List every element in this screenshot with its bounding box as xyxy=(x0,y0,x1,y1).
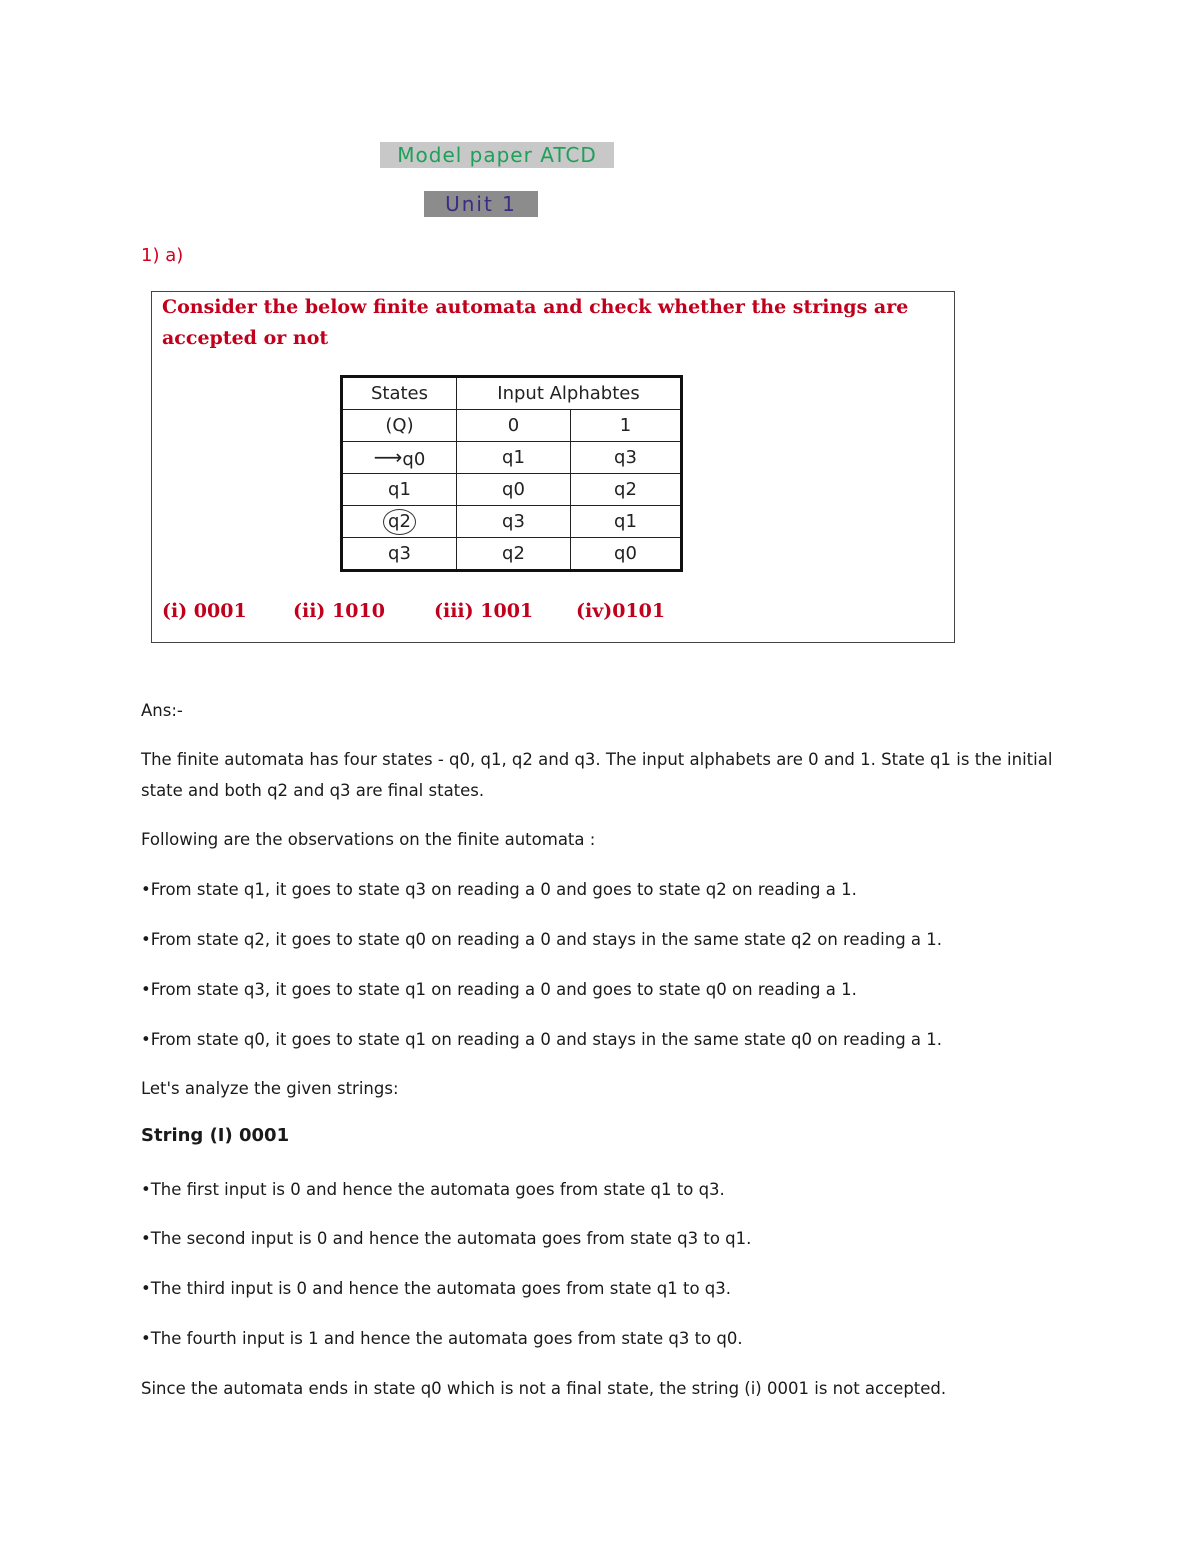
transition-cell: q2 xyxy=(457,538,571,571)
transition-cell: q2 xyxy=(571,474,682,506)
string-1-heading: String (I) 0001 xyxy=(141,1125,290,1146)
question-number: 1) a) xyxy=(141,245,184,266)
answer-intro: The finite automata has four states - q0, q1, q2 and q3. The input alphabets are 0 and 1. State q1 is the initial state and both q2 and q3 are final states. xyxy=(141,750,1053,800)
table-header-states: States xyxy=(342,377,457,410)
observation-item: •From state q1, it goes to state q3 on reading a 0 and goes to state q2 on reading a 1. xyxy=(141,880,857,899)
option-iii: (iii) 1001 xyxy=(434,600,534,622)
option-i: (i) 0001 xyxy=(162,600,247,622)
final-state-circle-icon: q2 xyxy=(383,509,416,535)
observation-item: •From state q3, it goes to state q1 on reading a 0 and goes to state q0 on reading a 1. xyxy=(141,980,857,999)
string-1-step: •The first input is 0 and hence the automata goes from state q1 to q3. xyxy=(141,1180,725,1199)
table-subheader-q: (Q) xyxy=(342,410,457,442)
option-iv: (iv)0101 xyxy=(576,600,666,622)
state-cell xyxy=(342,506,457,538)
document-title: Model paper ATCD xyxy=(380,142,614,168)
state-cell: q3 xyxy=(342,538,457,571)
analyze-heading: Let's analyze the given strings: xyxy=(141,1079,399,1098)
table-row xyxy=(342,506,682,538)
string-1-conclusion: Since the automata ends in state q0 which is not a final state, the string (i) 0001 is not accepted. xyxy=(141,1379,947,1398)
observation-item: •From state q2, it goes to state q0 on reading a 0 and stays in the same state q2 on reading a 1. xyxy=(141,930,943,949)
table-row xyxy=(342,474,682,506)
string-1-step: •The third input is 0 and hence the automata goes from state q1 to q3. xyxy=(141,1279,732,1298)
table-subheader-1: 1 xyxy=(571,410,682,442)
table-header-inputs: Input Alphabtes xyxy=(457,377,682,410)
start-arrow-icon: ⟶ xyxy=(373,444,403,469)
state-cell xyxy=(342,442,457,474)
state-cell: q1 xyxy=(342,474,457,506)
transition-cell: q1 xyxy=(457,442,571,474)
observation-item: •From state q0, it goes to state q1 on reading a 0 and stays in the same state q0 on reading a 1. xyxy=(141,1030,943,1049)
table-row xyxy=(342,442,682,474)
transition-cell: q0 xyxy=(457,474,571,506)
transition-table xyxy=(340,375,683,572)
transition-cell: q3 xyxy=(571,442,682,474)
table-subheader-row xyxy=(342,410,682,442)
observations-heading: Following are the observations on the finite automata : xyxy=(141,830,596,849)
table-row xyxy=(342,538,682,571)
transition-cell: q0 xyxy=(571,538,682,571)
question-prompt: Consider the below finite automata and check whether the strings are accepted or not xyxy=(162,296,909,349)
table-header-row xyxy=(342,377,682,410)
transition-cell: q3 xyxy=(457,506,571,538)
table-subheader-0: 0 xyxy=(457,410,571,442)
string-1-step: •The second input is 0 and hence the automata goes from state q3 to q1. xyxy=(141,1229,752,1248)
unit-heading: Unit 1 xyxy=(424,191,538,217)
state-label: q0 xyxy=(402,448,426,470)
string-1-step: •The fourth input is 1 and hence the automata goes from state q3 to q0. xyxy=(141,1329,743,1348)
transition-cell: q1 xyxy=(571,506,682,538)
option-ii: (ii) 1010 xyxy=(293,600,385,622)
answer-label: Ans:- xyxy=(141,701,183,720)
